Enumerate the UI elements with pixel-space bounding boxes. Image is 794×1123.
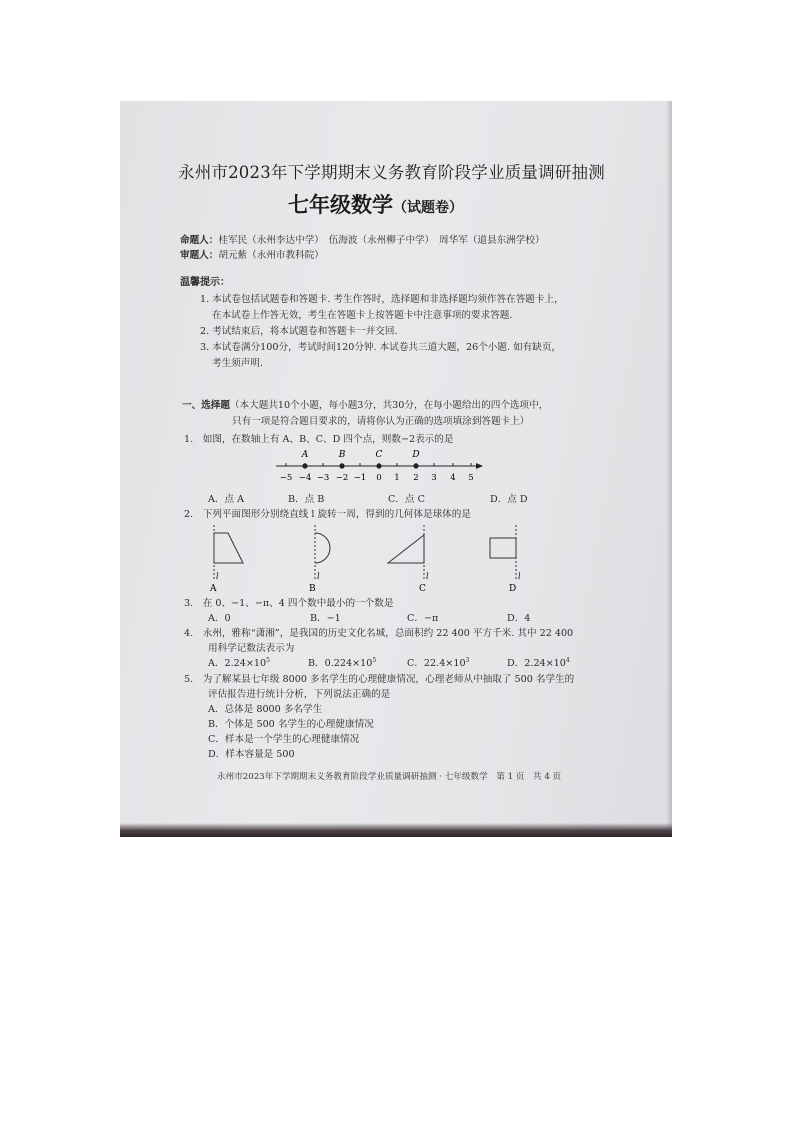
reviewer-line <box>180 247 324 261</box>
q4-stem-1: 4. 永州，雅称“潇湘”，是我国的历史文化名城，总面积约 22 400 平方千米. 其中 22 400 <box>184 628 574 639</box>
axis-l-label: l <box>216 572 219 581</box>
point-a-label: A <box>301 450 309 460</box>
q4-option-c: C．$22.4\times 10^3$ <box>407 656 470 669</box>
figure-b-label: B <box>309 584 316 593</box>
reviewer-label: 审题人： <box>180 250 219 261</box>
tick-label: 0 <box>376 473 382 483</box>
authors-line <box>180 232 545 246</box>
rotation-figures <box>200 521 560 593</box>
figure-a-trapezoid <box>214 525 243 579</box>
figure-a-label: A <box>210 584 217 593</box>
tick-label: −3 <box>316 473 330 483</box>
tick-label: 1 <box>394 473 400 483</box>
section1-label: 一、选择题 <box>182 400 230 411</box>
exam-paper-photo <box>120 101 672 837</box>
tick-label: 3 <box>431 473 437 483</box>
number-line-arrow <box>476 463 483 469</box>
tick-label: 4 <box>450 473 456 483</box>
q3-option-b: B．−1 <box>310 613 341 624</box>
paper-edge-shadow <box>666 101 672 837</box>
tip-line-1b: 在本试卷上作答无效，考生在答题卡上按答题卡中注意事项的要求答题. <box>212 310 513 321</box>
q5-stem-2: 评估报告进行统计分析，下列说法正确的是 <box>208 689 391 700</box>
tick-label: −5 <box>279 473 293 483</box>
authors-label: 命题人： <box>180 235 219 246</box>
q1-option-d: D．点 D <box>490 494 528 505</box>
tip-line-3b: 考生须声明. <box>212 358 264 369</box>
tick-label: −4 <box>298 473 312 483</box>
q4-option-a: A．$2.24\times 10^5$ <box>208 656 270 669</box>
figure-d-label: D <box>509 584 517 593</box>
tips-title: 温馨提示： <box>180 277 230 288</box>
figure-b-semicircle <box>315 525 330 579</box>
q4-option-d: D．$2.24\times 10^4$ <box>507 656 570 669</box>
tick-label: 2 <box>413 473 419 483</box>
exam-header: 永州市2023年下学期期末义务教育阶段学业质量调研抽测 <box>178 163 605 182</box>
exam-title <box>288 189 463 219</box>
q5-stem-1: 5. 为了解某县七年级 8000 多名学生的心理健康情况，心理老师从中抽取了 500 名学生的 <box>184 674 575 685</box>
title-main: 七年级数学 <box>288 192 393 217</box>
tick-label: −2 <box>335 473 349 483</box>
point-d-label: D <box>412 450 420 460</box>
q5-option-a: A．总体是 8000 多名学生 <box>208 704 323 715</box>
q3-option-d: D．4 <box>507 613 531 624</box>
point-b-dot <box>339 463 344 468</box>
point-c-dot <box>376 463 381 468</box>
authors-text: 桂军民（永州李达中学） 伍海波（永州柳子中学） 周华军（道县东洲学校） <box>218 235 545 246</box>
q1-option-b: B．点 B <box>288 494 325 505</box>
tick-label: −1 <box>353 473 367 483</box>
point-b-label: B <box>338 450 346 460</box>
axis-l-label: l <box>518 572 521 581</box>
page-footer: 永州市2023年下学期期末义务教育阶段学业质量调研抽测 · 七年级数学 第 1 页 共 4 页 <box>217 772 562 782</box>
point-a-dot <box>302 463 307 468</box>
q4-stem-2: 用科学记数法表示为 <box>208 643 295 654</box>
section1-header <box>182 397 548 411</box>
number-line-figure <box>270 444 485 484</box>
point-d-dot <box>413 463 418 468</box>
tick-label: 5 <box>468 473 474 483</box>
q3-option-a: A．0 <box>208 613 231 624</box>
figure-d-rectangle <box>490 525 516 579</box>
q4-option-b: B．$0.224\times 10^5$ <box>308 656 377 669</box>
axis-l-label: l <box>426 572 429 581</box>
q5-option-d: D．样本容量是 500 <box>208 749 295 760</box>
q5-option-b: B．个体是 500 名学生的心理健康情况 <box>208 719 374 730</box>
paper-bottom-shadow <box>120 823 672 837</box>
q1-option-a: A．点 A <box>208 494 245 505</box>
tip-line-1: 1. 本试卷包括试题卷和答题卡. 考生作答时，选择题和非选择题均须作答在答题卡上， <box>200 294 564 305</box>
reviewer-text: 胡元紫（永州市教科院） <box>218 250 324 261</box>
axis-l-label: l <box>317 572 320 581</box>
section1-desc: （本大题共10个小题，每小题3分，共30分，在每小题给出的四个选项中， <box>229 400 549 411</box>
figure-c-label: C <box>419 584 426 593</box>
tip-line-2: 2. 考试结束后，将本试题卷和答题卡一并交回. <box>200 326 398 337</box>
q2-stem: 2. 下列平面图形分别绕直线 l 旋转一周，得到的几何体是球体的是 <box>184 509 471 520</box>
q3-stem: 3. 在 0、−1、−π、4 四个数中最小的一个数是 <box>184 598 394 609</box>
q1-option-c: C．点 C <box>388 494 425 505</box>
point-c-label: C <box>375 450 383 460</box>
q1-stem: 1. 如图，在数轴上有 A、B、C、D 四个点，则数−2表示的是 <box>184 434 454 445</box>
tip-line-3: 3. 本试卷满分100分，考试时间120分钟. 本试卷共三道大题，26个小题. 如有缺页， <box>200 342 562 353</box>
section1-desc-2: 只有一项是符合题目要求的，请将你认为正确的选项填涂到答题卡上） <box>232 416 530 427</box>
figure-c-triangle <box>388 525 424 579</box>
q5-option-c: C．样本是一个学生的心理健康情况 <box>208 734 360 745</box>
q3-option-c: C．−π <box>407 613 439 624</box>
tick-labels <box>280 473 474 483</box>
title-suffix: （试题卷） <box>393 200 463 216</box>
